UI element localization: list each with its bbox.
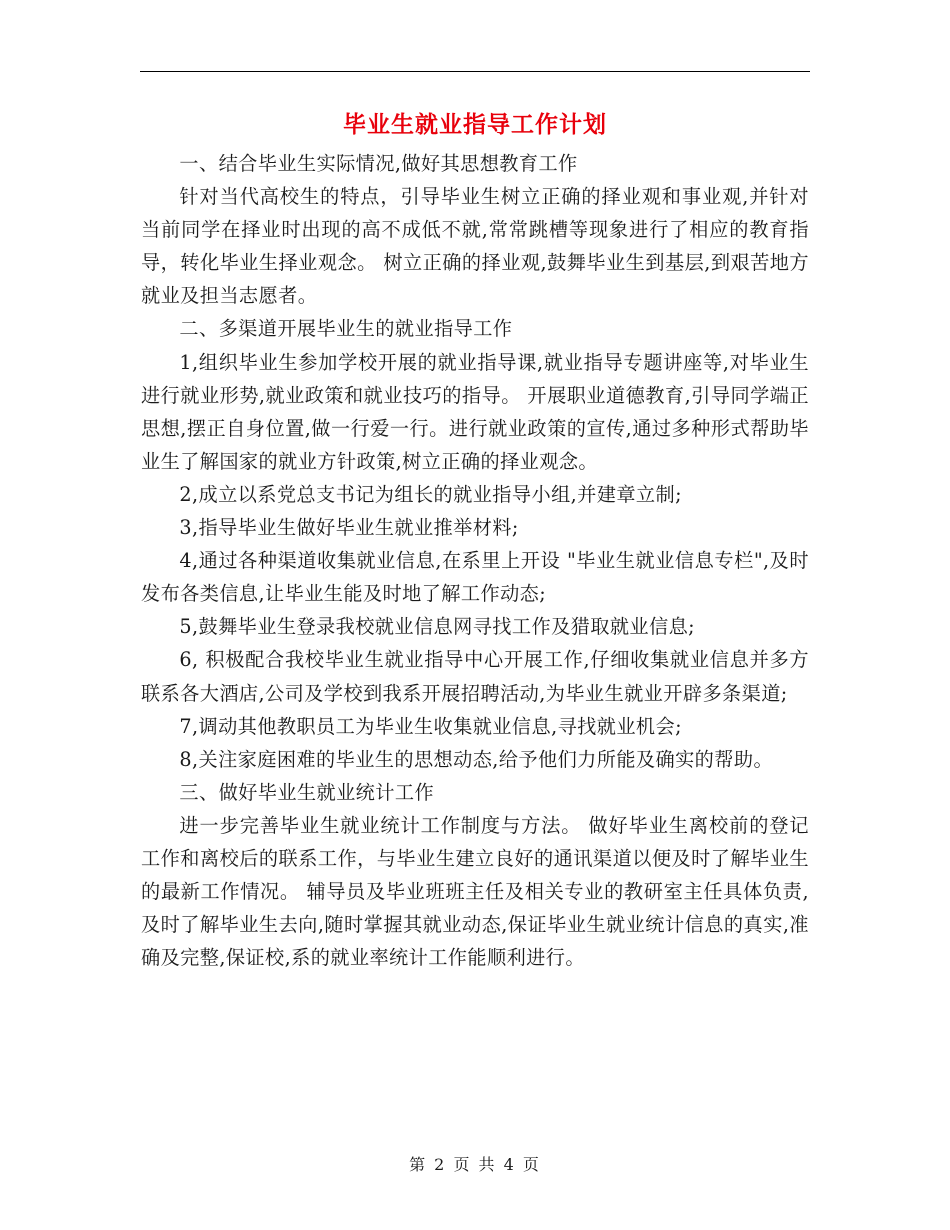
list-item: 5,鼓舞毕业生登录我校就业信息网寻找工作及猎取就业信息;: [179, 615, 696, 639]
list-item: 4,通过各种渠道收集就业信息,在系里上开设 "毕业生就业信息专栏",及时发布各类信息,让毕业生能及时地了解工作动态;: [141, 549, 809, 606]
page-number-footer: 第 2 页 共 4 页: [409, 1155, 541, 1174]
page-title: 毕业生就业指导工作计划: [343, 112, 607, 138]
list-item: 1,组织毕业生参加学校开展的就业指导课,就业指导专题讲座等,对毕业生进行就业形势,就业政策和就业技巧的指导。 开展职业道德教育,引导同学端正思想,摆正自身位置,做一行爱一行。进行就业政策的宣传,通过多种形式帮助毕业生了解国家的就业方针政策,树立正确的择业观念。: [141, 350, 809, 473]
list-item: 3,指导毕业生做好毕业生就业推举材料;: [179, 516, 519, 540]
paragraph: 针对当代高校生的特点，引导毕业生树立正确的择业观和事业观,并针对当前同学在择业时出现的高不成低不就,常常跳槽等现象进行了相应的教育指导，转化毕业生择业观念。 树立正确的择业观,鼓舞毕业生到基层,到艰苦地方就业及担当志愿者。: [141, 185, 809, 308]
document-body: [141, 147, 809, 974]
section-heading-2: 二、多渠道开展毕业生的就业指导工作: [179, 317, 513, 341]
section-heading-3: 三、做好毕业生就业统计工作: [179, 780, 435, 804]
section-heading-1: 一、结合毕业生实际情况,做好其思想教育工作: [179, 152, 578, 175]
paragraph: 进一步完善毕业生就业统计工作制度与方法。 做好毕业生离校前的登记工作和离校后的联系工作，与毕业生建立良好的通讯渠道以便及时了解毕业生的最新工作情况。 辅导员及毕业班班主任及相关专业的教研室主任具体负责,及时了解毕业生去向,随时掌握其就业动态,保证毕业生就业统计信息的真实,准确及完整,保证校,系的就业率统计工作能顺利进行。: [141, 813, 809, 970]
header-rule: [140, 71, 810, 72]
list-item: 2,成立以系党总支书记为组长的就业指导小组,并建章立制;: [179, 482, 682, 506]
list-item: 8,关注家庭困难的毕业生的思想动态,给予他们力所能及确实的帮助。: [179, 747, 774, 771]
list-item: 7,调动其他教职员工为毕业生收集就业信息,寻找就业机会;: [179, 714, 682, 738]
list-item: 6, 积极配合我校毕业生就业指导中心开展工作,仔细收集就业信息并多方联系各大酒店,公司及学校到我系开展招聘活动,为毕业生就业开辟多条渠道;: [141, 648, 809, 705]
